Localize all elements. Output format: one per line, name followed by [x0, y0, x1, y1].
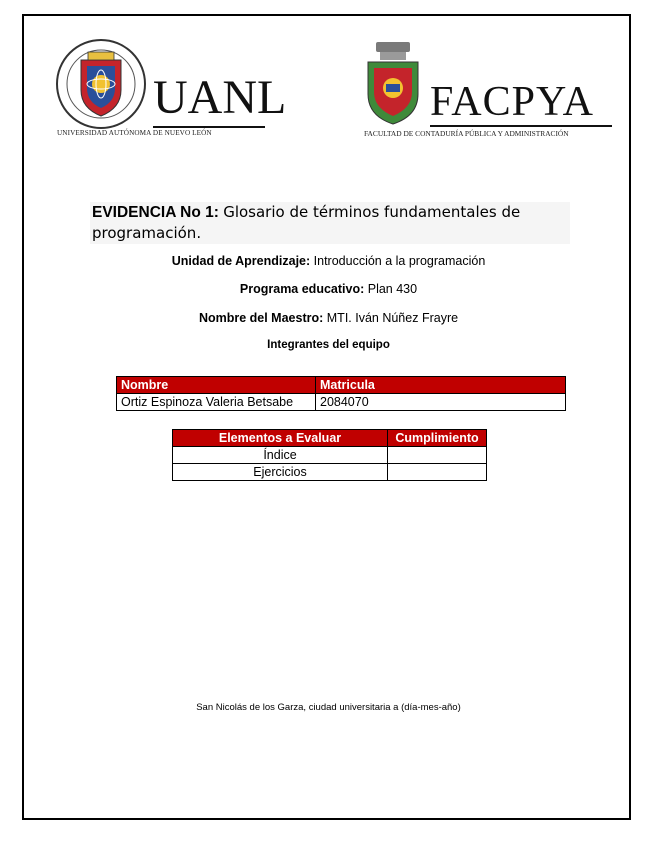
member-name-cell: Ortiz Espinoza Valeria Betsabe [117, 394, 316, 411]
maestro-value: MTI. Iván Núñez Frayre [326, 311, 459, 325]
facpya-subtitle: FACULTAD DE CONTADURÍA PÚBLICA Y ADMINISTRACIÓN [364, 129, 569, 138]
members-header-matricula: Matricula [316, 377, 566, 394]
maestro-line [24, 311, 633, 325]
document-page [22, 14, 631, 820]
facpya-logo [362, 36, 614, 146]
programa-value: Plan 430 [367, 282, 418, 296]
table-row [173, 447, 487, 464]
members-header-row [117, 377, 566, 394]
programa-line [24, 282, 633, 296]
uanl-seal-icon [55, 38, 147, 130]
table-row [173, 464, 487, 481]
uanl-subtitle: UNIVERSIDAD AUTÓNOMA DE NUEVO LEÓN [57, 129, 212, 137]
integrantes-heading [24, 339, 633, 351]
evaluation-header-elementos: Elementos a Evaluar [173, 430, 388, 447]
maestro-label: Nombre del Maestro: [198, 311, 324, 325]
facpya-underline [430, 125, 612, 127]
document-title [90, 202, 570, 244]
unidad-value: Introducción a la programación [313, 254, 486, 268]
integrantes-heading-text: Integrantes del equipo [267, 339, 390, 351]
footer-location-date: San Nicolás de los Garza, ciudad universitaria a (día-mes-año) [196, 702, 461, 713]
table-row [117, 394, 566, 411]
uanl-underline [153, 126, 265, 128]
evaluation-header-row [173, 430, 487, 447]
members-table [116, 376, 566, 411]
evaluation-status-cell [388, 447, 487, 464]
title-text: Glosario de términos fundamentales de programación. [92, 203, 521, 242]
members-header-nombre: Nombre [117, 377, 316, 394]
unidad-line [24, 254, 633, 268]
title-label: EVIDENCIA No 1: [92, 204, 219, 221]
facpya-wordmark: FACPYA [430, 79, 594, 125]
evaluation-table [172, 429, 487, 481]
member-matricula-cell: 2084070 [316, 394, 566, 411]
facpya-shield-icon [364, 40, 422, 126]
evaluation-header-cumplimiento: Cumplimiento [388, 430, 487, 447]
evaluation-status-cell [388, 464, 487, 481]
uanl-logo [55, 36, 287, 146]
evaluation-item-cell: Índice [173, 447, 388, 464]
programa-label: Programa educativo: [239, 282, 365, 296]
evaluation-item-cell: Ejercicios [173, 464, 388, 481]
unidad-label: Unidad de Aprendizaje: [171, 254, 311, 268]
uanl-wordmark: UANL [153, 71, 287, 124]
